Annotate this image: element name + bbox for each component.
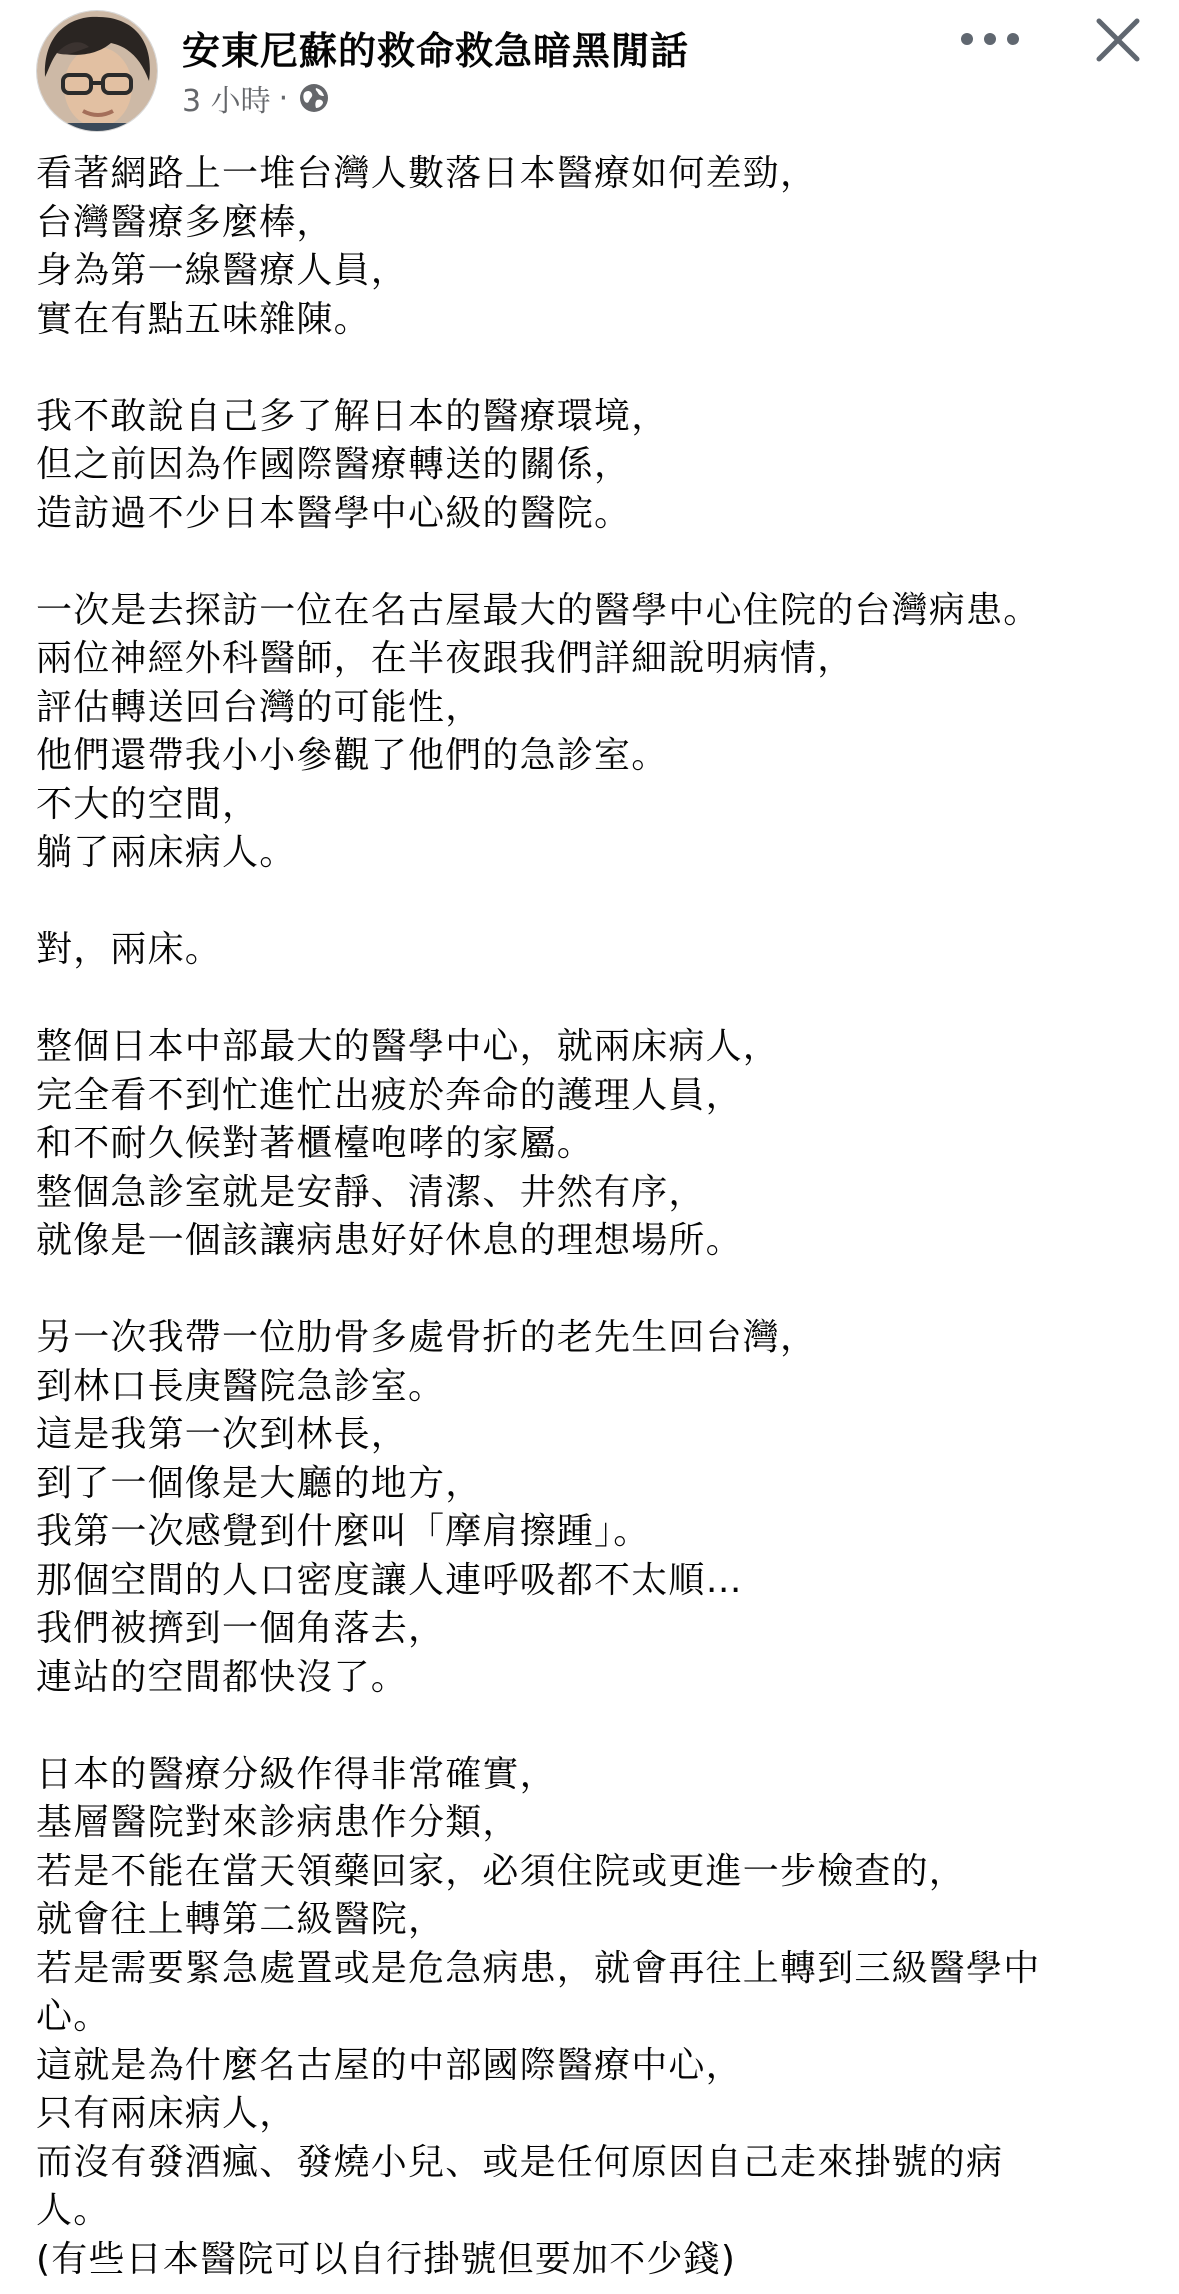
paragraph-break	[36, 975, 1151, 1024]
text-line: 我們被擠到一個角落去，	[36, 1608, 446, 1649]
text-line: 只有兩床病人，	[36, 2093, 297, 2134]
text-line: 兩位神經外科醫師，在半夜跟我們詳細說明病情，	[36, 638, 855, 679]
post-meta	[182, 78, 330, 118]
text-line: 整個日本中部最大的醫學中心，就兩床病人，	[36, 1026, 781, 1067]
text-line: 身為第一線醫療人員，	[36, 250, 409, 291]
paragraph-break	[36, 344, 1151, 393]
text-line: 若是需要緊急處置或是危急病患，就會再往上轉到三級醫學中	[36, 1947, 1041, 1989]
more-horizontal-icon	[955, 29, 1025, 49]
post-text	[36, 150, 1151, 2284]
text-line: 若是不能在當天領藥回家，必須住院或更進一步檢查的，	[36, 1850, 967, 1892]
text-line: 這就是為什麼名古屋的中部國際醫療中心，	[36, 2044, 743, 2086]
text-line: 他們還帶我小小參觀了他們的急診室。	[36, 735, 669, 776]
text-line: 另一次我帶一位肋骨多處骨折的老先生回台灣，	[36, 1317, 818, 1358]
text-line: 但之前因為作國際醫療轉送的關係，	[36, 444, 632, 485]
text-line: 台灣醫療多麼棒，	[36, 201, 334, 243]
profile-photo	[37, 11, 158, 132]
text-line: 一次是去探訪一位在名古屋最大的醫學中心住院的台灣病患。	[36, 589, 1041, 631]
text-line: 實在有點五味雜陳。	[36, 298, 371, 340]
text-line: 完全看不到忙進忙出疲於奔命的護理人員，	[36, 1074, 743, 1116]
text-line: 造訪過不少日本醫學中心級的醫院。	[36, 492, 632, 534]
text-line: 人。	[36, 2190, 111, 2231]
text-line: 就會往上轉第二級醫院，	[36, 1899, 446, 1940]
close-icon	[1093, 15, 1143, 65]
text-line: 而沒有發酒瘋、發燒小兒、或是任何原因自己走來掛號的病	[36, 2141, 1004, 2183]
globe-icon	[298, 82, 330, 114]
paragraph-break	[36, 538, 1151, 587]
post-time[interactable]: 3 小時	[182, 84, 271, 119]
text-line: 基層醫院對來診病患作分類，	[36, 1802, 520, 1843]
paragraph-break	[36, 878, 1151, 927]
page-name[interactable]: 安東尼蘇的救命救急暗黑閒話	[182, 29, 690, 73]
text-line: 心。	[36, 1996, 111, 2037]
meta-separator: ·	[278, 80, 289, 116]
paragraph-break	[36, 1702, 1151, 1751]
text-line: 日本的醫療分級作得非常確實，	[36, 1753, 557, 1795]
text-line: 連站的空間都快沒了。	[36, 1656, 409, 1698]
text-line: 看著網路上一堆台灣人數落日本醫療如何差勁，	[36, 153, 818, 194]
text-line: 整個急診室就是安靜、清潔、井然有序，	[36, 1171, 706, 1213]
more-options-button[interactable]	[950, 14, 1030, 64]
text-line: 躺了兩床病人。	[36, 832, 297, 873]
text-line: 和不耐久候對著櫃檯咆哮的家屬。	[36, 1123, 595, 1164]
text-line: 到了一個像是大廳的地方，	[36, 1462, 483, 1504]
text-line: (有些日本醫院可以自行掛號但要加不少錢)	[36, 2238, 737, 2280]
close-button[interactable]	[1090, 12, 1146, 68]
post-header	[0, 0, 1179, 140]
text-line: 不大的空間，	[36, 783, 260, 825]
paragraph-break	[36, 1266, 1151, 1315]
avatar[interactable]	[36, 10, 158, 132]
text-line: 我第一次感覺到什麼叫「摩肩擦踵」。	[36, 1511, 651, 1552]
text-line: 這是我第一次到林長，	[36, 1414, 409, 1455]
text-line: 就像是一個該讓病患好好休息的理想場所。	[36, 1220, 743, 1261]
text-line: 我不敢說自己多了解日本的醫療環境，	[36, 395, 669, 437]
text-line: 到林口長庚醫院急診室。	[36, 1365, 446, 1407]
text-line: 那個空間的人口密度讓人連呼吸都不太順…	[36, 1559, 743, 1601]
text-line: 評估轉送回台灣的可能性，	[36, 686, 483, 728]
text-line: 對，兩床。	[36, 929, 223, 970]
